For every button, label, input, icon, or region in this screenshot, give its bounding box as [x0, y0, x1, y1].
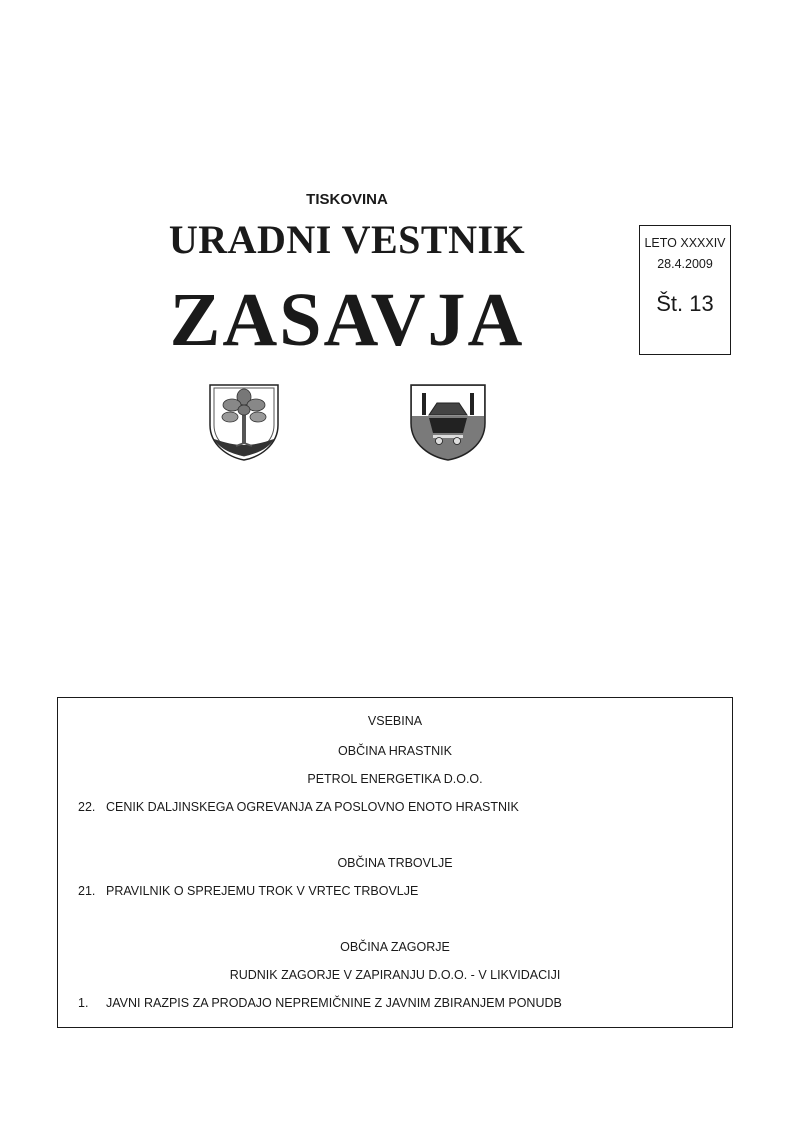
section-issuer: RUDNIK ZAGORJE V ZAPIRANJU D.O.O. - V LIKVIDACIJI: [229, 968, 561, 982]
masthead-kicker: TISKOVINA: [306, 191, 388, 208]
section-issuer: PETROL ENERGETIKA D.O.O.: [307, 772, 483, 786]
entry-title: CENIK DALJINSKEGA OGREVANJA ZA POSLOVNO ENOTO HRASTNIK: [106, 800, 519, 814]
issue-year: LETO XXXXIV: [644, 236, 726, 250]
oak-tree-crest-icon: [208, 383, 280, 461]
entry-title: JAVNI RAZPIS ZA PRODAJO NEPREMIČNINE Z JAVNIM ZBIRANJEM PONUDB: [106, 996, 562, 1010]
masthead-title-region: ZASAVJA: [169, 278, 525, 362]
entry-number: 22.: [78, 800, 96, 814]
contents-heading: VSEBINA: [367, 714, 423, 728]
section-municipality: OBČINA ZAGORJE: [340, 940, 450, 954]
section-municipality: OBČINA HRASTNIK: [338, 744, 452, 758]
masthead-title: URADNI VESTNIK: [168, 217, 526, 262]
contents-entry: [78, 996, 562, 1010]
issue-number: Št. 13: [656, 291, 714, 316]
entry-number: 1.: [78, 996, 89, 1010]
entry-title: PRAVILNIK O SPREJEMU TROK V VRTEC TRBOVLJE: [106, 884, 419, 898]
contents-entry: [78, 884, 418, 898]
issue-date: 28.4.2009: [657, 257, 713, 271]
issue-info-box: [639, 225, 731, 355]
mining-cart-crest-icon: [409, 383, 487, 461]
contents-entry: [78, 800, 519, 814]
entry-number: 21.: [78, 884, 96, 898]
contents-box: [57, 697, 733, 1028]
section-municipality: OBČINA TRBOVLJE: [337, 856, 453, 870]
